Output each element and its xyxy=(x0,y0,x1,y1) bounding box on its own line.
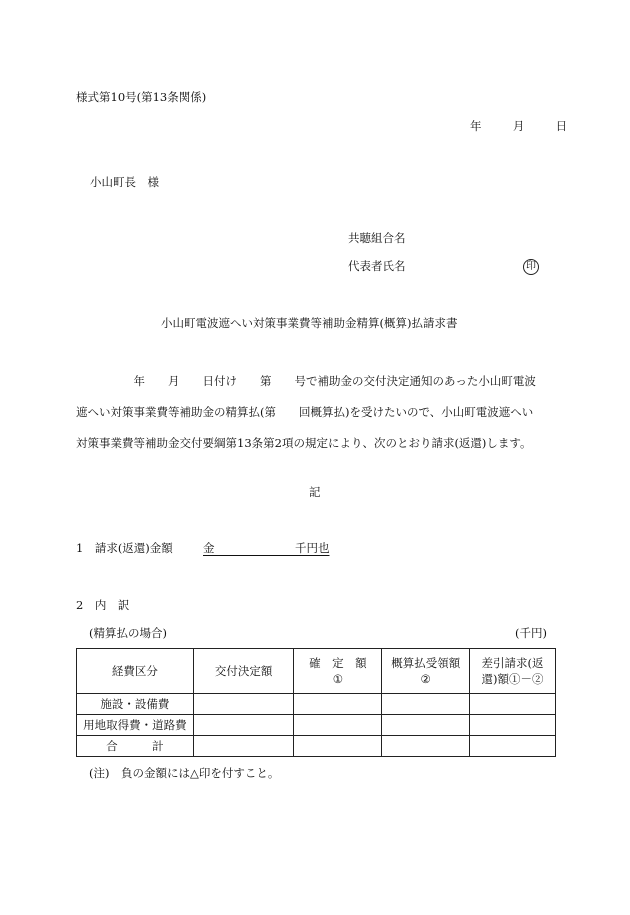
table-cell xyxy=(193,694,294,715)
seal-mark: 印 xyxy=(523,259,539,275)
table-cell xyxy=(382,715,470,736)
form-number: 様式第10号(第13条関係) xyxy=(76,90,207,104)
table-cell xyxy=(193,715,294,736)
table-cell xyxy=(382,694,470,715)
table-cell: 施設・設備費 xyxy=(77,694,194,715)
document-title: 小山町電波遮へい対策事業費等補助金精算(概算)払請求書 xyxy=(161,316,458,330)
header-cell: 経費区分 xyxy=(77,649,194,694)
table-cell xyxy=(193,736,294,757)
table-cell xyxy=(294,736,382,757)
association-name-label: 共聴組合名 xyxy=(348,231,406,245)
breakdown-table xyxy=(76,648,556,757)
table-caption: (精算払の場合) xyxy=(89,626,167,640)
table-header-row xyxy=(77,649,556,694)
table-cell xyxy=(470,736,556,757)
table-cell xyxy=(382,736,470,757)
date-day: 日 xyxy=(555,119,568,133)
addressee: 小山町長 様 xyxy=(90,175,159,189)
table-cell xyxy=(294,715,382,736)
body-paragraph xyxy=(76,366,556,459)
header-cell: 差引請求(返 還)額①－② xyxy=(470,649,556,694)
body-line: 年 月 日付け 第 号で補助金の交付決定通知のあった小山町電波 xyxy=(76,374,536,388)
table-unit: (千円) xyxy=(515,626,547,640)
ki-heading: 記 xyxy=(309,485,321,499)
header-cell: 交付決定額 xyxy=(193,649,294,694)
date-line xyxy=(470,121,567,133)
request-amount: 金 千円也 xyxy=(203,541,330,555)
section2-label: 2 内 訳 xyxy=(76,598,130,612)
representative-name-label: 代表者氏名 xyxy=(348,259,406,273)
section1-label: 1 請求(返還)金額 xyxy=(76,541,173,555)
date-month: 月 xyxy=(512,119,525,133)
header-cell: 確 定 額 ① xyxy=(294,649,382,694)
body-line: 対策事業費等補助金交付要綱第13条第2項の規定により、次のとおり請求(返還)します。 xyxy=(76,436,532,450)
table-cell xyxy=(470,694,556,715)
table-cell: 用地取得費・道路費 xyxy=(77,715,194,736)
body-line: 遮へい対策事業費等補助金の精算払(第 回概算払)を受けたいので、小山町電波遮へい xyxy=(76,405,534,419)
table-row xyxy=(77,694,556,715)
table-cell xyxy=(294,694,382,715)
header-cell: 概算払受領額 ② xyxy=(382,649,470,694)
note: (注) 負の金額には△印を付すこと。 xyxy=(89,766,280,780)
date-year: 年 xyxy=(470,119,482,133)
table-cell xyxy=(470,715,556,736)
table-cell: 合 計 xyxy=(77,736,194,757)
table-row xyxy=(77,715,556,736)
table-row xyxy=(77,736,556,757)
